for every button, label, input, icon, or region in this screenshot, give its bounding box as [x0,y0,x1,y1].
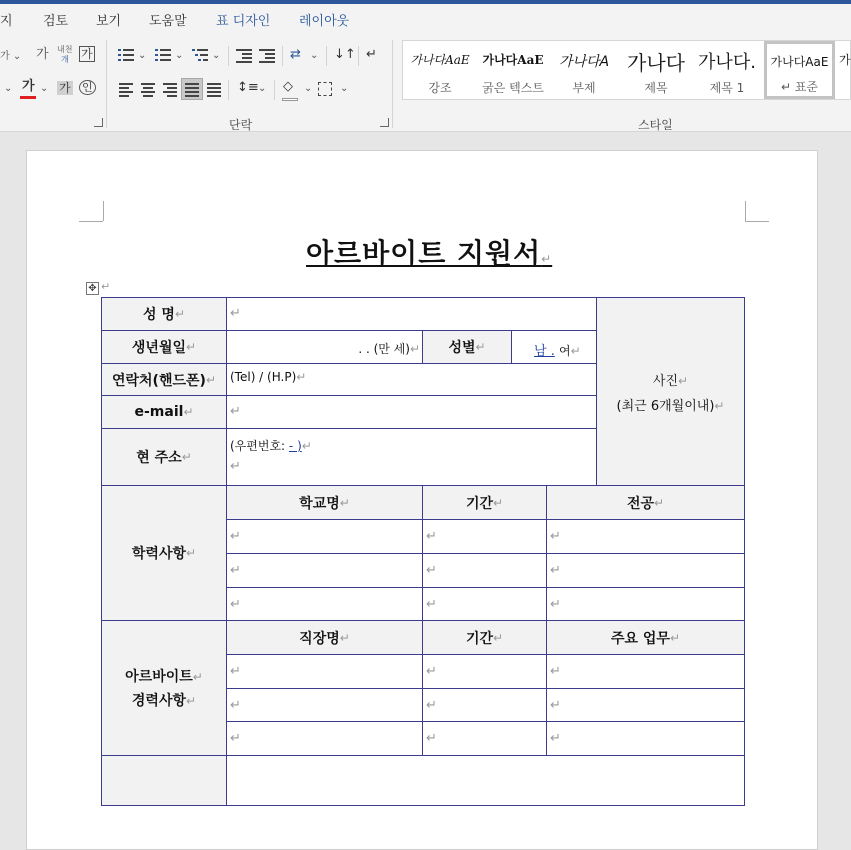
chevron-down-icon[interactable]: ⌄ [4,83,13,94]
style-preview: 가나다AaE [410,53,470,67]
postal-code-field[interactable]: - ) [288,439,302,453]
mini-separator [282,46,283,66]
menu-review[interactable]: 검토 [43,14,69,29]
line-spacing-dropdown-icon[interactable]: ⌄ [258,83,267,94]
work-cell[interactable]: ↵ [422,654,547,689]
email-input-cell[interactable]: ↵ [226,395,597,429]
style-preview: 가나다. [698,52,756,73]
gender-female-option[interactable]: 여 [558,344,571,358]
style-strong[interactable] [477,41,549,99]
style-name: 제목 [644,81,668,95]
align-right-icon[interactable] [163,83,177,95]
edu-cell[interactable]: ↵ [546,553,745,588]
borders-icon[interactable] [318,82,332,96]
font-color-dropdown-icon[interactable]: ⌄ [40,83,49,94]
menu-table-layout[interactable]: 레이아웃 [299,14,350,29]
postal-code-label: (우편번호: [230,439,289,453]
next-section-input-cell[interactable] [226,755,745,806]
document-title[interactable] [306,232,552,272]
enclose-char-button[interactable]: 인 [79,80,96,95]
edu-cell[interactable]: ↵ [422,587,547,621]
work-cell[interactable]: ↵ [422,721,547,756]
work-cell[interactable]: ↵ [422,688,547,722]
phonetic-guide-sub: 개 [61,55,69,64]
style-name: ↵ 표준 [780,80,819,94]
edu-cell[interactable]: ↵ [226,519,423,554]
style-preview: 가 [839,53,851,67]
char-border-button[interactable]: 가 [81,47,93,61]
address-label-cell: 현 주소 ↵ [101,428,227,486]
mini-separator [228,80,229,100]
contact-input-cell[interactable]: (Tel) / (H.P)↵ [226,363,597,396]
style-preview: 가나다AaE [482,53,544,67]
font-size-shrink-icon[interactable]: 가 ⌄ [0,51,22,62]
paragraph-mark: ↵ [101,280,111,293]
group-separator [106,40,107,128]
clear-format-button[interactable]: 가 [36,47,49,62]
paragraph-mark: ↵ [541,252,553,266]
edu-header-period: 기간 ↵ [422,485,547,520]
justify-icon [185,83,199,95]
align-left-icon[interactable] [119,83,133,95]
styles-group-label: 스타일 [638,118,673,132]
sort-icon[interactable]: ↓↑ [334,47,356,62]
mini-separator [228,46,229,66]
shading-dropdown-icon[interactable]: ⌄ [304,83,313,94]
table-move-handle-icon[interactable]: ✥ [86,282,99,295]
work-cell[interactable]: ↵ [546,721,745,756]
style-preview: 가나다AaE [770,55,829,69]
address-input-cell[interactable]: (우편번호: - )↵ ↵ [226,428,597,486]
email-label-cell: e-mail ↵ [101,395,227,429]
decrease-indent-icon[interactable] [236,48,252,62]
name-input-cell[interactable]: ↵ [226,297,597,331]
birth-value: . . (만 세) [358,342,410,356]
edu-cell[interactable]: ↵ [422,553,547,588]
asian-layout-dropdown-icon[interactable]: ⌄ [310,50,319,61]
group-separator [392,40,393,128]
mini-separator [326,46,327,66]
gender-input-cell[interactable]: 남 . 여↵ [511,330,597,364]
menu-table-design[interactable]: 표 디자인 [216,14,271,29]
edu-cell[interactable]: ↵ [422,519,547,554]
multilevel-dropdown-icon[interactable]: ⌄ [212,50,221,61]
style-name: 부제 [572,81,596,95]
font-color-button[interactable]: 가 [22,79,35,94]
edu-cell[interactable]: ↵ [546,519,745,554]
crop-mark [103,201,104,221]
align-center-icon[interactable] [141,83,155,95]
edu-cell[interactable]: ↵ [546,587,745,621]
work-label-cell: 아르바이트↵ 경력사항↵ [101,620,227,756]
style-emphasis[interactable] [405,41,475,99]
font-dialog-launcher-icon[interactable] [94,118,103,127]
paragraph-group-label: 단락 [229,118,253,132]
education-label-cell: 학력사항 ↵ [101,485,227,621]
menu-layout-partial[interactable]: 지 [0,14,13,29]
edu-header-major: 전공 ↵ [546,485,745,520]
birth-label-cell: 생년월일 ↵ [101,330,227,364]
show-marks-icon[interactable]: ↵ [366,47,377,62]
work-cell[interactable]: ↵ [546,688,745,722]
work-cell[interactable]: ↵ [546,654,745,689]
crop-mark [745,201,746,221]
work-header-period: 기간 ↵ [422,620,547,655]
style-name: 제목 1 [709,81,745,95]
styles-gallery [402,40,851,100]
title-text: 아르바이트 지원서 [306,237,542,270]
menu-view[interactable]: 보기 [96,14,122,29]
line-spacing-icon[interactable]: ↕≡ [237,80,259,95]
asian-layout-icon[interactable]: ⇄ [290,47,301,62]
edu-cell[interactable]: ↵ [226,587,423,621]
font-color-swatch [20,96,36,99]
photo-hint: (최근 6개월이내) [616,398,715,414]
name-label-cell: 성 명 ↵ [101,297,227,331]
multilevel-list-icon[interactable] [192,48,208,62]
shading-swatch [282,98,298,101]
numbering-icon[interactable] [155,48,171,62]
style-preview: 가나다A [558,54,610,70]
justify-button[interactable] [181,78,203,100]
char-shading-button[interactable]: 가 [59,81,71,95]
crop-mark [745,221,769,222]
edu-header-school: 학교명 ↵ [226,485,423,520]
contact-label-cell: 연락처(핸드폰) ↵ [101,363,227,396]
next-section-label-cell [101,755,227,806]
mini-separator [274,80,275,100]
work-header-duties: 주요 업무 ↵ [546,620,745,655]
style-name: 굵은 텍스트 [482,81,544,95]
style-normal[interactable] [764,41,835,99]
contact-value: (Tel) / (H.P) [230,370,297,384]
menu-bar [0,4,851,34]
style-name: 강조 [428,81,452,95]
crop-mark [79,221,103,222]
work-cell[interactable]: ↵ [226,654,423,689]
numbering-dropdown-icon[interactable]: ⌄ [175,50,184,61]
style-preview: 가나다 [627,51,685,75]
gender-label-cell: 성별 ↵ [422,330,512,364]
work-cell[interactable]: ↵ [226,688,423,722]
phonetic-guide-button[interactable]: 내천 [57,45,73,54]
gender-male-option[interactable]: 남 . [534,344,555,359]
edu-cell[interactable]: ↵ [226,553,423,588]
paragraph-dialog-launcher-icon[interactable] [380,118,389,127]
borders-dropdown-icon[interactable]: ⌄ [340,83,349,94]
bullets-icon[interactable] [118,48,134,62]
bullets-dropdown-icon[interactable]: ⌄ [138,50,147,61]
birth-input-cell[interactable]: . . (만 세)↵ [226,330,423,364]
distributed-icon[interactable] [207,83,221,95]
style-heading-1[interactable] [695,41,759,99]
mini-separator [358,46,359,66]
work-cell[interactable]: ↵ [226,721,423,756]
menu-help[interactable]: 도움말 [149,14,187,29]
increase-indent-icon[interactable] [259,48,275,62]
shading-icon[interactable]: ◇ [283,79,293,94]
photo-cell[interactable]: 사진↵ (최근 6개월이내)↵ [596,297,745,486]
photo-label: 사진 [652,373,679,389]
style-next-partial[interactable] [839,41,851,99]
style-title[interactable] [619,41,693,99]
work-header-company: 직장명 ↵ [226,620,423,655]
style-subtitle[interactable] [551,41,617,99]
